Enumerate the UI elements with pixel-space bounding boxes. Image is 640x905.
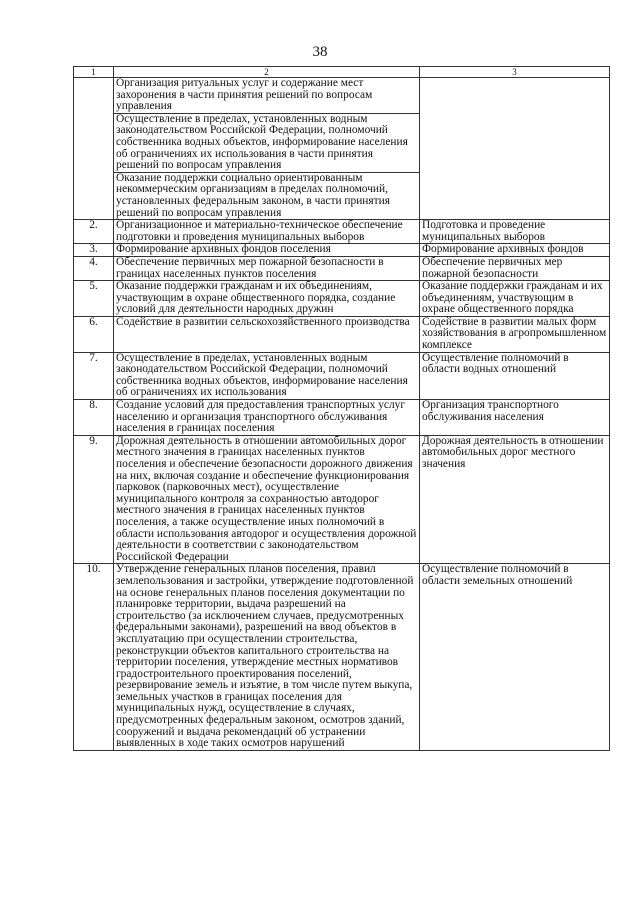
table-row	[74, 352, 610, 399]
row-function: Оказание поддержки гражданам и их объединениям, участвующим в охране общественного порядка	[420, 281, 610, 317]
row-description: Оказание поддержки гражданам и их объединениям, участвующим в охране общественного порядка, создание условий для деятельности народных дружин	[114, 281, 420, 317]
row-number: 2.	[74, 220, 114, 244]
row-function: Осуществление полномочий в области земельных отношений	[420, 564, 610, 751]
table-row-continuation	[74, 78, 610, 220]
row-description	[114, 78, 420, 220]
row-function: Осуществление полномочий в области водных отношений	[420, 352, 610, 399]
row-description: Утверждение генеральных планов поселения, правил землепользования и застройки, утверждение подготовленной на основе генеральных планов поселения документации по планировке территории, выдача разрешений на строительство (за исключением случаев, предусмотренных федеральными законами), разрешений на ввод объектов в эксплуатацию при осуществлении строительства, реконструкции объектов капитального строительства на территории поселения, утверждение местных нормативов градостроительного проектирования поселений, резервирование земель и изъятие, в том числе путем выкупа, земельных участков в границах поселения для муниципальных нужд, осуществление в случаях, предусмотренных федеральным законом, осмотров зданий, сооружений и выдача рекомендаций об устранении выявленных в ходе таких осмотров нарушений	[114, 564, 420, 751]
header-col-2: 2	[114, 67, 420, 78]
table-row	[74, 244, 610, 257]
table-row	[74, 564, 610, 751]
sub-item: Оказание поддержки социально ориентированным некоммерческим организациям в пределах полномочий, установленных федеральным законом, в части принятия решений по вопросам управления	[114, 172, 419, 219]
row-function: Содействие в развитии малых форм хозяйствования в агропромышленном комплексе	[420, 316, 610, 352]
row-number: 10.	[74, 564, 114, 751]
header-col-1: 1	[74, 67, 114, 78]
table-row	[74, 435, 610, 564]
row-number: 4.	[74, 256, 114, 280]
page-number: 38	[312, 44, 328, 60]
row-function: Дорожная деятельность в отношении автомобильных дорог местного значения	[420, 435, 610, 564]
row-number	[74, 78, 114, 220]
row-description: Организационное и материально-техническое обеспечение подготовки и проведения муниципальных выборов	[114, 220, 420, 244]
header-col-3: 3	[420, 67, 610, 78]
row-function: Подготовка и проведение муниципальных выборов	[420, 220, 610, 244]
row-number: 8.	[74, 400, 114, 436]
row-description: Обеспечение первичных мер пожарной безопасности в границах населенных пунктов поселения	[114, 256, 420, 280]
sub-item: Организация ритуальных услуг и содержание мест захоронения в части принятия решений по вопросам управления	[116, 77, 373, 113]
row-description: Формирование архивных фондов поселения	[114, 244, 420, 257]
row-number: 5.	[74, 281, 114, 317]
row-function	[420, 78, 610, 220]
row-function: Формирование архивных фондов	[420, 244, 610, 257]
row-number: 7.	[74, 352, 114, 399]
table-row	[74, 256, 610, 280]
row-description: Осуществление в пределах, установленных водным законодательством Российской Федерации, полномочий собственника водных объектов, информирование населения об ограничениях их использования	[114, 352, 420, 399]
table-row	[74, 281, 610, 317]
row-description: Содействие в развитии сельскохозяйственного производства	[114, 316, 420, 352]
table-row	[74, 316, 610, 352]
row-function: Обеспечение первичных мер пожарной безопасности	[420, 256, 610, 280]
table-header-row	[74, 67, 610, 78]
powers-table	[73, 66, 610, 751]
row-number: 3.	[74, 244, 114, 257]
row-description: Дорожная деятельность в отношении автомобильных дорог местного значения в границах населенных пунктов поселения и обеспечение безопасности дорожного движения на них, включая создание и обеспечение функционирования парковок (парковочных мест), осуществление муниципального контроля за сохранностью автодорог местного значения в границах населенных пунктов поселения, а также осуществление иных полномочий в области использования автодорог и осуществления дорожной деятельности в соответствии с законодательством Российской Федерации	[114, 435, 420, 564]
sub-item: Осуществление в пределах, установленных водным законодательством Российской Федерации, полномочий собственника водных объектов, информирование населения об ограничениях их использования в части принятия решений по вопросам управления	[114, 113, 419, 172]
row-number: 9.	[74, 435, 114, 564]
table-row	[74, 400, 610, 436]
row-function: Организация транспортного обслуживания населения	[420, 400, 610, 436]
table-row	[74, 220, 610, 244]
row-description: Создание условий для предоставления транспортных услуг населению и организация транспортного обслуживания населения в границах поселения	[114, 400, 420, 436]
row-number: 6.	[74, 316, 114, 352]
